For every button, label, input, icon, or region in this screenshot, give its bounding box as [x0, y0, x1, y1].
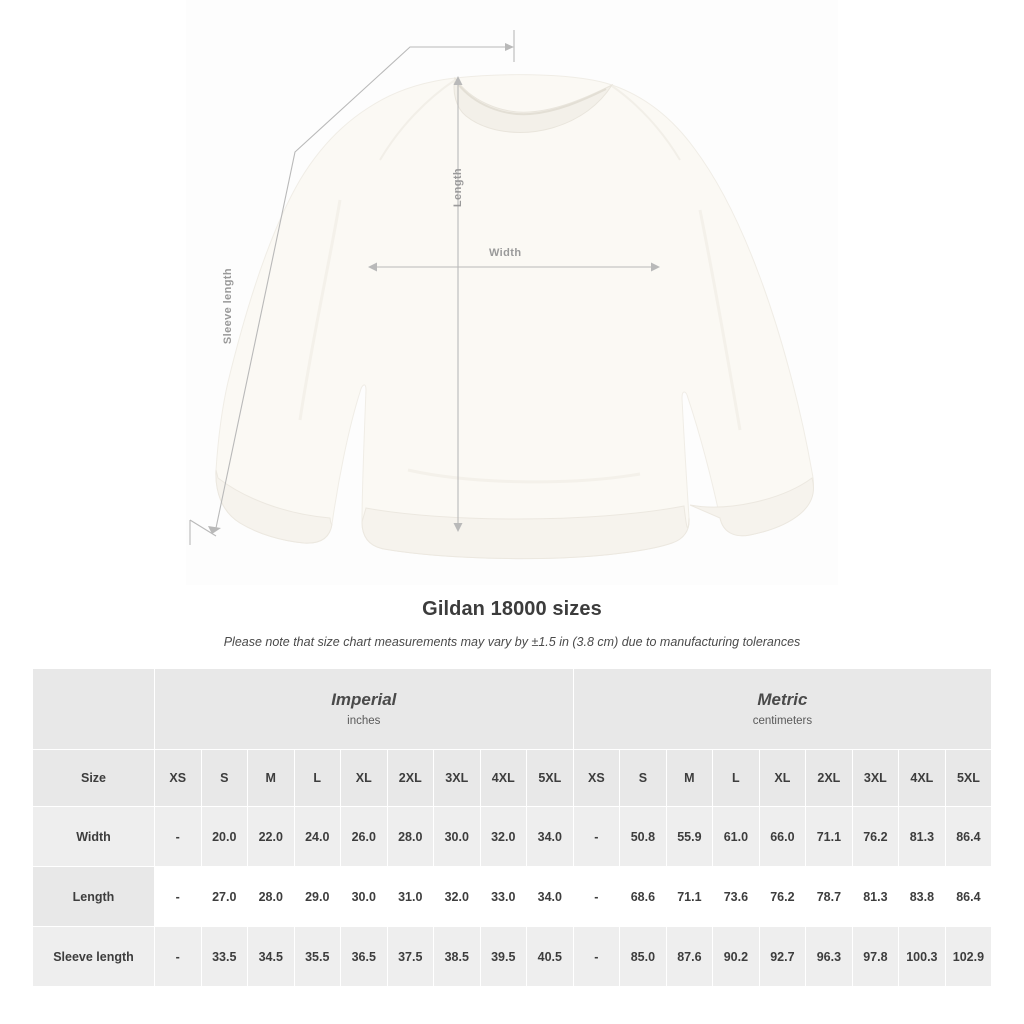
cell-width-metric-4xl: 81.3 [899, 807, 946, 867]
cell-length-metric-4xl: 83.8 [899, 867, 946, 927]
cell-width-imperial-xs: - [155, 807, 202, 867]
size-header-metric-5xl: 5XL [945, 750, 992, 807]
cell-width-imperial-m: 22.0 [248, 807, 295, 867]
cell-length-metric-3xl: 81.3 [852, 867, 899, 927]
cell-length-imperial-l: 29.0 [294, 867, 341, 927]
row-label-sleeve-length: Sleeve length [33, 927, 155, 987]
unit-header-imperial [155, 669, 574, 750]
cell-sleeve-metric-3xl: 97.8 [852, 927, 899, 987]
size-header-imperial-s: S [201, 750, 248, 807]
unit-system-name-imperial: Imperial [331, 690, 397, 710]
cell-sleeve-metric-s: 85.0 [620, 927, 667, 987]
size-chart-table [32, 668, 992, 987]
size-header-metric-l: L [713, 750, 760, 807]
cell-length-imperial-3xl: 32.0 [434, 867, 481, 927]
cell-width-imperial-l: 24.0 [294, 807, 341, 867]
cell-sleeve-imperial-xl: 36.5 [341, 927, 388, 987]
size-header-row [33, 750, 992, 807]
size-header-metric-m: M [666, 750, 713, 807]
unit-header-spacer [33, 669, 155, 750]
cell-length-imperial-xl: 30.0 [341, 867, 388, 927]
size-header-imperial-xs: XS [155, 750, 202, 807]
cell-length-metric-xs: - [573, 867, 620, 927]
size-header-imperial-2xl: 2XL [387, 750, 434, 807]
width-label: Width [489, 247, 522, 259]
cell-sleeve-metric-l: 90.2 [713, 927, 760, 987]
size-header-imperial-4xl: 4XL [480, 750, 527, 807]
size-header-metric-4xl: 4XL [899, 750, 946, 807]
row-label-width: Width [33, 807, 155, 867]
cell-sleeve-metric-2xl: 96.3 [806, 927, 853, 987]
unit-header-metric [573, 669, 992, 750]
page-title: Gildan 18000 sizes [422, 598, 602, 620]
cell-length-metric-2xl: 78.7 [806, 867, 853, 927]
cell-sleeve-imperial-xs: - [155, 927, 202, 987]
size-header-label: Size [33, 750, 155, 807]
cell-width-metric-5xl: 86.4 [945, 807, 992, 867]
size-header-metric-2xl: 2XL [806, 750, 853, 807]
cell-width-imperial-3xl: 30.0 [434, 807, 481, 867]
cell-sleeve-imperial-2xl: 37.5 [387, 927, 434, 987]
cell-length-imperial-5xl: 34.0 [527, 867, 574, 927]
table-row [33, 867, 992, 927]
tolerance-note: Please note that size chart measurements may vary by ±1.5 in (3.8 cm) due to manufacturing tolerances [223, 635, 801, 649]
size-header-metric-xl: XL [759, 750, 806, 807]
cell-width-imperial-4xl: 32.0 [480, 807, 527, 867]
cell-width-metric-xl: 66.0 [759, 807, 806, 867]
length-label: Length [452, 168, 464, 208]
cell-width-imperial-2xl: 28.0 [387, 807, 434, 867]
title-block [0, 598, 1024, 649]
cell-sleeve-imperial-s: 33.5 [201, 927, 248, 987]
row-label-length: Length [33, 867, 155, 927]
cell-length-metric-xl: 76.2 [759, 867, 806, 927]
cell-width-metric-xs: - [573, 807, 620, 867]
sleeve-length-label: Sleeve length [222, 268, 234, 345]
cell-length-imperial-4xl: 33.0 [480, 867, 527, 927]
cell-sleeve-imperial-4xl: 39.5 [480, 927, 527, 987]
size-header-imperial-m: M [248, 750, 295, 807]
cell-length-metric-s: 68.6 [620, 867, 667, 927]
cell-length-imperial-2xl: 31.0 [387, 867, 434, 927]
cell-width-metric-m: 55.9 [666, 807, 713, 867]
size-header-imperial-xl: XL [341, 750, 388, 807]
cell-sleeve-metric-xl: 92.7 [759, 927, 806, 987]
size-header-imperial-5xl: 5XL [527, 750, 574, 807]
cell-sleeve-metric-xs: - [573, 927, 620, 987]
cell-width-metric-3xl: 76.2 [852, 807, 899, 867]
cell-width-metric-s: 50.8 [620, 807, 667, 867]
cell-sleeve-metric-5xl: 102.9 [945, 927, 992, 987]
table-row [33, 807, 992, 867]
cell-sleeve-imperial-l: 35.5 [294, 927, 341, 987]
cell-sleeve-imperial-m: 34.5 [248, 927, 295, 987]
unit-system-name-metric: Metric [757, 690, 808, 710]
cell-width-imperial-s: 20.0 [201, 807, 248, 867]
cell-sleeve-imperial-3xl: 38.5 [434, 927, 481, 987]
cell-width-metric-2xl: 71.1 [806, 807, 853, 867]
unit-system-sub-metric: centimeters [752, 714, 813, 727]
size-header-metric-xs: XS [573, 750, 620, 807]
cell-width-imperial-xl: 26.0 [341, 807, 388, 867]
cell-length-imperial-m: 28.0 [248, 867, 295, 927]
unit-system-sub-imperial: inches [347, 714, 381, 727]
cell-length-metric-5xl: 86.4 [945, 867, 992, 927]
size-header-imperial-l: L [294, 750, 341, 807]
size-chart-table-wrap [32, 668, 992, 987]
cell-sleeve-imperial-5xl: 40.5 [527, 927, 574, 987]
cell-width-metric-l: 61.0 [713, 807, 760, 867]
size-header-metric-3xl: 3XL [852, 750, 899, 807]
cell-sleeve-metric-m: 87.6 [666, 927, 713, 987]
cell-length-imperial-s: 27.0 [201, 867, 248, 927]
cell-length-metric-m: 71.1 [666, 867, 713, 927]
size-header-metric-s: S [620, 750, 667, 807]
cell-length-imperial-xs: - [155, 867, 202, 927]
size-header-imperial-3xl: 3XL [434, 750, 481, 807]
cell-sleeve-metric-4xl: 100.3 [899, 927, 946, 987]
unit-system-header-row [33, 669, 992, 750]
cell-width-imperial-5xl: 34.0 [527, 807, 574, 867]
table-row [33, 927, 992, 987]
cell-length-metric-l: 73.6 [713, 867, 760, 927]
